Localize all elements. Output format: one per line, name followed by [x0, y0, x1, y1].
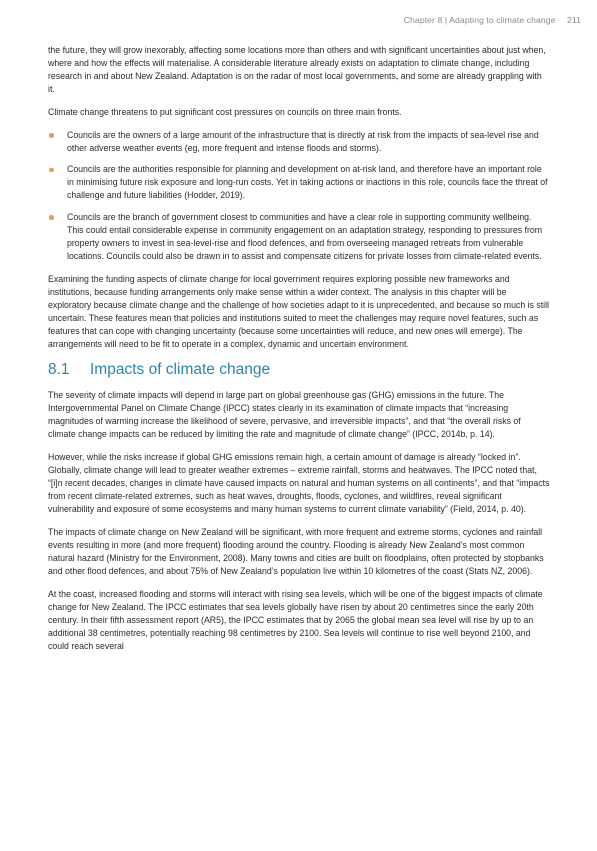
- pressures-bullet-list: [48, 129, 550, 264]
- section-number: 8.1: [48, 361, 70, 379]
- section-title: Impacts of climate change: [90, 361, 271, 379]
- pressures-intro-paragraph: Climate change threatens to put significant cost pressures on councils on three main fronts.: [48, 106, 402, 117]
- section-heading: [48, 361, 550, 379]
- bullet-dot-icon: [49, 133, 54, 138]
- bullet-dot-icon: [49, 215, 54, 220]
- running-header: [404, 15, 581, 25]
- bullet-text: Councils are the owners of a large amount of the infrastructure that is directly at risk from the impacts of sea-level rise and other adverse weather events (eg, more frequent and intense floods and storms).: [67, 129, 539, 153]
- page-number: 211: [567, 15, 581, 25]
- bullet-dot-icon: [49, 168, 54, 173]
- bullet-item: [48, 211, 550, 263]
- page-body: [48, 44, 550, 663]
- section-paragraph: At the coast, increased flooding and storms will interact with rising sea levels, which will be one of the biggest impacts of climate change for New Zealand. The IPCC estimates that sea levels globally have risen by about 20 centimetres since the early 20th century. In their fifth assessment report (AR5), the IPCC estimates that by 2065 the global mean sea level will rise by up to an additional 38 centimetres, potentially reaching 98 centimetres by 2100. Sea levels will continue to rise well beyond 2100, and could reach several: [48, 589, 543, 652]
- section-paragraph: The severity of climate impacts will depend in large part on global greenhouse gas (GHG) emissions in the future. The Intergovernmental Panel on Climate Change (IPCC) states clearly in its examination of climate impacts that “increasing magnitudes of warming increase the likelihood of severe, pervasive, and irreversible impacts”, and that “the overall risks of climate change impacts can be reduced by limiting the rate and magnitude of climate change” (IPCC, 2014b, p. 14).: [48, 390, 521, 440]
- section-paragraph: The impacts of climate change on New Zealand will be significant, with more frequent and extreme storms, cyclones and rainfall events resulting in more (and more frequent) flooding around the country. Flooding is already New Zealand’s most common natural hazard (Ministry for the Environment, 2008). Many towns and cities are built on floodplains, often protected by stopbanks and other flood defences, and about 75% of New Zealand’s population live within 10 kilometres of the coast (Stats NZ, 2006).: [48, 527, 544, 577]
- intro-paragraph: the future, they will grow inexorably, affecting some locations more than others and with significant uncertainties about just when, where and how the effects will materialise. A considerable literature already exists on adaptation to climate change, including research in and about New Zealand. Adaptation is on the radar of most local governments, and some are already grappling with it.: [48, 45, 546, 95]
- bullet-text: Councils are the branch of government closest to communities and have a clear role in supporting community wellbeing. This could entail considerable expense in community engagement on an adaptation strategy, responding to pressures from property owners to invest in sea-level-rise and flood defences, and from overseeing managed retreats from vulnerable locations. Councils could also be drawn in to assist and compensate citizens for private losses from climate-related events.: [67, 211, 543, 262]
- bullet-item: [48, 129, 550, 155]
- funding-paragraph: Examining the funding aspects of climate change for local government requires exploring possible new frameworks and institutions, because funding arrangements only make sense within a wider context. The analysis in this chapter will be exploratory because climate change and the challenge of how societies adapt to it is unprecedented, and because so much is still uncertain. These features mean that policies and institutions suited to meet the challenges may require novel features, such as features that can cope with changing uncertainty (because some uncertainties will reduce, and new ones will emerge). The arrangements will need to be fit to operate in a complex, dynamic and uncertain environment.: [48, 273, 550, 350]
- chapter-title: Chapter 8 | Adapting to climate change: [403, 15, 556, 25]
- bullet-item: [48, 163, 550, 202]
- section-paragraph: However, while the risks increase if global GHG emissions remain high, a certain amount of damage is already “locked in”. Globally, climate change will lead to greater weather extremes – extreme rainfall, storms and heatwaves. The IPCC noted that, “[i]n recent decades, changes in climate have caused impacts on natural and human systems on all continents”, and that “impacts from recent climate-related extremes, such as heat waves, droughts, floods, cyclones, and wildfires, reveal significant vulnerability and exposure of some ecosystems and many human systems to current climate variability” (Field, 2014, p. 40).: [48, 452, 550, 515]
- bullet-text: Councils are the authorities responsible for planning and development on at-risk land, and therefore have an important role in minimising future risk exposure and long-run costs. Yet in taking actions or inactions in this role, councils face the threat of challenge and future liabilities (Hodder, 2019).: [67, 164, 548, 201]
